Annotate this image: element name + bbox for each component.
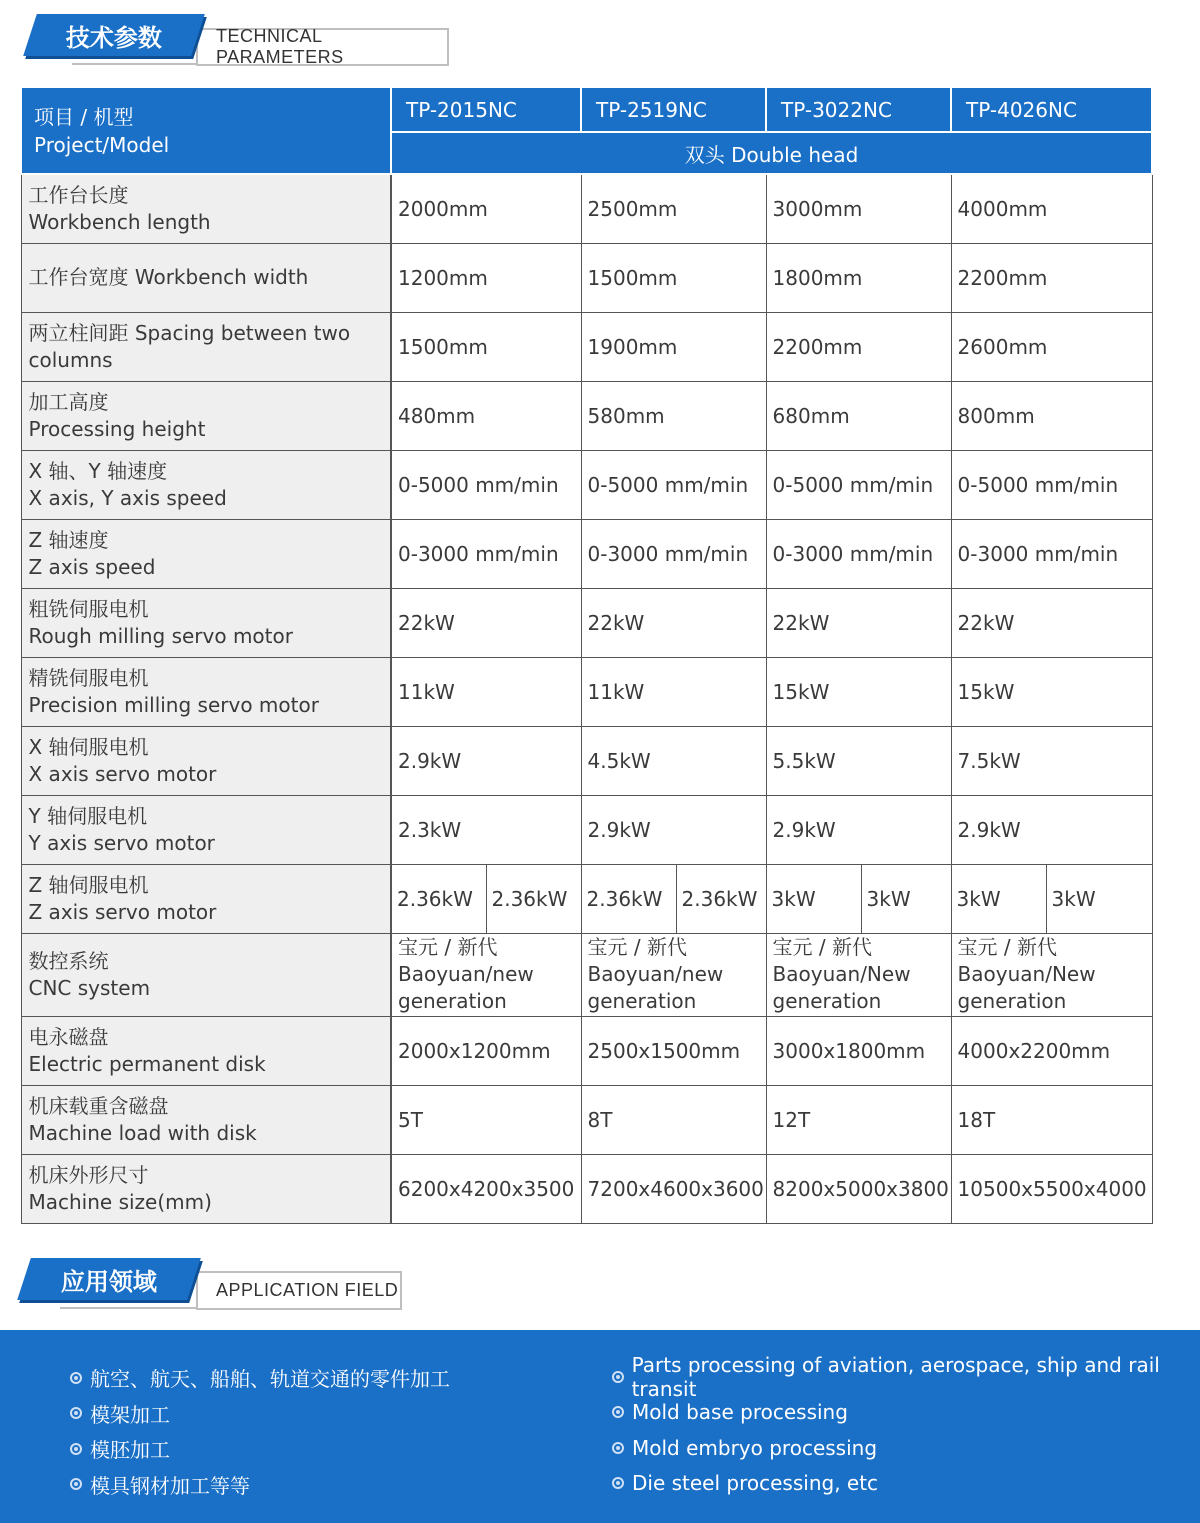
table-cell: 0-5000 mm/min [391, 450, 581, 519]
table-cell: 18T [951, 1085, 1152, 1154]
section-title-en [196, 28, 449, 66]
list-item-text: Die steel processing, etc [632, 1471, 879, 1496]
circle-bullet-icon [70, 1407, 82, 1419]
table-cell: 5.5kW [766, 726, 951, 795]
table-row [21, 933, 1152, 1016]
table-cell [391, 933, 581, 1016]
table-cell: 480mm [391, 381, 581, 450]
row-label-cn: 工作台宽度 Workbench width [28, 265, 309, 289]
list-item-text: 模具钢材加工等等 [90, 1473, 250, 1498]
table-cell: 2.36kW [581, 864, 676, 933]
table-cell: 1500mm [391, 312, 581, 381]
list-item [612, 1352, 1200, 1401]
table-row [21, 1154, 1152, 1223]
table-cell: 1500mm [581, 243, 766, 312]
section-title-cn-text: 技术参数 [66, 23, 162, 52]
row-label-en: Machine size(mm) [28, 1189, 212, 1214]
row-label [21, 450, 391, 519]
table-cell: 10500x5500x4000 [951, 1154, 1152, 1223]
table-row [21, 450, 1152, 519]
row-label [21, 312, 391, 381]
table-row [21, 657, 1152, 726]
row-label-en: columns [28, 347, 113, 372]
row-label-en: Electric permanent disk [28, 1051, 266, 1076]
table-cell: 0-5000 mm/min [581, 450, 766, 519]
list-item-text: Parts processing of aviation, aerospace, ship and rail transit [631, 1352, 1160, 1401]
model-header: TP-4026NC [951, 87, 1152, 132]
double-head-header: 双头 Double head [391, 132, 1152, 174]
model-header: TP-2015NC [391, 87, 581, 132]
cnc-en: Baoyuan/new [398, 961, 534, 986]
table-cell: 1200mm [391, 243, 581, 312]
table-cell: 2000mm [391, 174, 581, 243]
cnc-en: generation [398, 988, 507, 1013]
list-item [70, 1467, 450, 1503]
table-cell: 3kW [951, 864, 1046, 933]
row-label [21, 1016, 391, 1085]
cnc-cn: 宝元 / 新代 [772, 934, 872, 959]
table-cell: 2.36kW [391, 864, 486, 933]
table-row [21, 1016, 1152, 1085]
cnc-cn: 宝元 / 新代 [957, 934, 1057, 959]
table-row [21, 726, 1152, 795]
spec-table [20, 86, 1153, 1224]
model-header: TP-3022NC [766, 87, 951, 132]
row-label-cn: 粗铣伺服电机 [28, 596, 149, 621]
application-list-cn [70, 1360, 450, 1502]
table-cell: 3000mm [766, 174, 951, 243]
table-cell: 0-5000 mm/min [766, 450, 951, 519]
row-label [21, 864, 391, 933]
cnc-cn: 宝元 / 新代 [587, 934, 687, 959]
table-cell: 4000mm [951, 174, 1152, 243]
row-label [21, 795, 391, 864]
circle-bullet-icon [70, 1443, 82, 1455]
row-label-en: Precision milling servo motor [28, 692, 319, 717]
row-label-cn: 机床外形尺寸 [28, 1162, 149, 1187]
row-label-cn: 电永磁盘 [28, 1024, 109, 1049]
row-label-cn: Z 轴伺服电机 [28, 872, 149, 897]
row-label [21, 519, 391, 588]
cnc-en: generation [957, 988, 1067, 1013]
table-row [21, 174, 1152, 243]
row-label-cn: 加工高度 [28, 389, 109, 414]
list-item [70, 1360, 450, 1396]
row-label-en: CNC system [28, 975, 151, 1000]
project-en: Project/Model [34, 132, 170, 157]
circle-bullet-icon [612, 1442, 624, 1454]
row-label-en: Y axis servo motor [28, 830, 215, 855]
row-label-cn: X 轴、Y 轴速度 [28, 458, 168, 483]
table-cell: 3kW [861, 864, 951, 933]
table-row [21, 864, 1152, 933]
list-item [70, 1396, 450, 1432]
list-item [70, 1431, 450, 1467]
table-row [21, 519, 1152, 588]
section-header-technical [0, 0, 460, 70]
project-model-header [21, 87, 391, 174]
table-cell: 580mm [581, 381, 766, 450]
circle-bullet-icon [70, 1372, 82, 1384]
section-title-cn [17, 1258, 201, 1300]
row-label [21, 657, 391, 726]
circle-bullet-icon [612, 1477, 624, 1489]
table-cell: 2.36kW [676, 864, 766, 933]
table-cell: 15kW [766, 657, 951, 726]
row-label-cn: 机床载重含磁盘 [28, 1093, 169, 1118]
circle-bullet-icon [612, 1371, 624, 1383]
table-cell: 7200x4600x3600 [581, 1154, 766, 1223]
table-cell: 11kW [581, 657, 766, 726]
table-cell: 2.9kW [391, 726, 581, 795]
list-item-text: 模胚加工 [90, 1438, 170, 1463]
row-label-en: Machine load with disk [28, 1120, 257, 1145]
table-row [21, 243, 1152, 312]
cnc-en: generation [587, 988, 697, 1013]
list-item [612, 1466, 1200, 1502]
table-row [21, 795, 1152, 864]
row-label-en: Processing height [28, 416, 206, 441]
table-cell [581, 933, 766, 1016]
project-cn: 项目 / 机型 [34, 104, 134, 129]
table-cell [766, 933, 951, 1016]
row-label [21, 588, 391, 657]
list-item-text: 模架加工 [90, 1402, 170, 1427]
table-cell: 12T [766, 1085, 951, 1154]
section-header-application [0, 1256, 420, 1326]
table-cell: 2200mm [951, 243, 1152, 312]
cnc-en: generation [772, 988, 882, 1013]
cnc-en: Baoyuan/New [957, 961, 1096, 986]
table-cell: 4000x2200mm [951, 1016, 1152, 1085]
row-label-en: X axis servo motor [28, 761, 217, 786]
table-cell: 0-3000 mm/min [391, 519, 581, 588]
row-label-cn: 工作台长度 [28, 182, 129, 207]
row-label-cn: 数控系统 [28, 948, 109, 973]
table-row [21, 1085, 1152, 1154]
table-cell: 0-5000 mm/min [951, 450, 1152, 519]
row-label [21, 1154, 391, 1223]
table-cell: 22kW [391, 588, 581, 657]
table-cell: 6200x4200x3500 [391, 1154, 581, 1223]
table-cell: 4.5kW [581, 726, 766, 795]
circle-bullet-icon [612, 1406, 624, 1418]
table-cell: 7.5kW [951, 726, 1152, 795]
model-header: TP-2519NC [581, 87, 766, 132]
row-label-en: Rough milling servo motor [28, 623, 293, 648]
list-item [612, 1430, 1200, 1466]
application-list-en [612, 1352, 1200, 1501]
cnc-en: Baoyuan/new [587, 961, 724, 986]
table-cell: 800mm [951, 381, 1152, 450]
table-cell [951, 933, 1152, 1016]
table-cell: 5T [391, 1085, 581, 1154]
row-label-en: X axis, Y axis speed [28, 485, 227, 510]
table-cell: 22kW [766, 588, 951, 657]
table-row [21, 312, 1152, 381]
table-cell: 2200mm [766, 312, 951, 381]
table-cell: 2.9kW [951, 795, 1152, 864]
table-cell: 0-3000 mm/min [581, 519, 766, 588]
table-cell: 680mm [766, 381, 951, 450]
row-label-cn: 精铣伺服电机 [28, 665, 149, 690]
list-item-text: Mold base processing [632, 1400, 848, 1425]
section-title-en [196, 1271, 402, 1310]
row-label-en: Z axis servo motor [28, 899, 217, 924]
row-label [21, 174, 391, 243]
table-cell: 3kW [766, 864, 861, 933]
table-cell: 2.36kW [486, 864, 581, 933]
section-title-en-text: TECHNICAL PARAMETERS [216, 26, 344, 67]
table-cell: 15kW [951, 657, 1152, 726]
circle-bullet-icon [70, 1478, 82, 1490]
row-label-cn: X 轴伺服电机 [28, 734, 149, 759]
table-row [21, 381, 1152, 450]
section-title-cn-text: 应用领域 [61, 1267, 157, 1296]
cnc-en: Baoyuan/New [772, 961, 911, 986]
table-cell: 2.9kW [581, 795, 766, 864]
table-cell: 8200x5000x3800 [766, 1154, 951, 1223]
section-title-en-text: APPLICATION FIELD [216, 1280, 399, 1300]
row-label [21, 381, 391, 450]
row-label [21, 243, 391, 312]
table-cell: 11kW [391, 657, 581, 726]
row-label [21, 933, 391, 1016]
table-cell: 0-3000 mm/min [951, 519, 1152, 588]
table-cell: 1900mm [581, 312, 766, 381]
table-cell: 0-3000 mm/min [766, 519, 951, 588]
list-item-text: 航空、航天、船舶、轨道交通的零件加工 [90, 1367, 450, 1392]
row-label [21, 1085, 391, 1154]
table-cell: 2600mm [951, 312, 1152, 381]
row-label-en: Workbench length [28, 209, 211, 234]
application-field-band [0, 1330, 1200, 1523]
table-cell: 2.3kW [391, 795, 581, 864]
row-label [21, 726, 391, 795]
cnc-cn: 宝元 / 新代 [398, 934, 498, 959]
row-label-en: Z axis speed [28, 554, 156, 579]
table-cell: 3000x1800mm [766, 1016, 951, 1085]
list-item-text: Mold embryo processing [632, 1435, 878, 1460]
row-label-cn: 两立柱间距 Spacing between two [28, 320, 351, 345]
row-label-cn: Y 轴伺服电机 [28, 803, 148, 828]
table-cell: 2000x1200mm [391, 1016, 581, 1085]
table-cell: 8T [581, 1085, 766, 1154]
row-label-cn: Z 轴速度 [28, 527, 109, 552]
table-cell: 1800mm [766, 243, 951, 312]
table-cell: 2.9kW [766, 795, 951, 864]
table-row [21, 588, 1152, 657]
table-cell: 22kW [951, 588, 1152, 657]
table-cell: 2500x1500mm [581, 1016, 766, 1085]
table-cell: 22kW [581, 588, 766, 657]
section-title-cn [23, 14, 205, 56]
table-cell: 2500mm [581, 174, 766, 243]
table-cell: 3kW [1046, 864, 1152, 933]
